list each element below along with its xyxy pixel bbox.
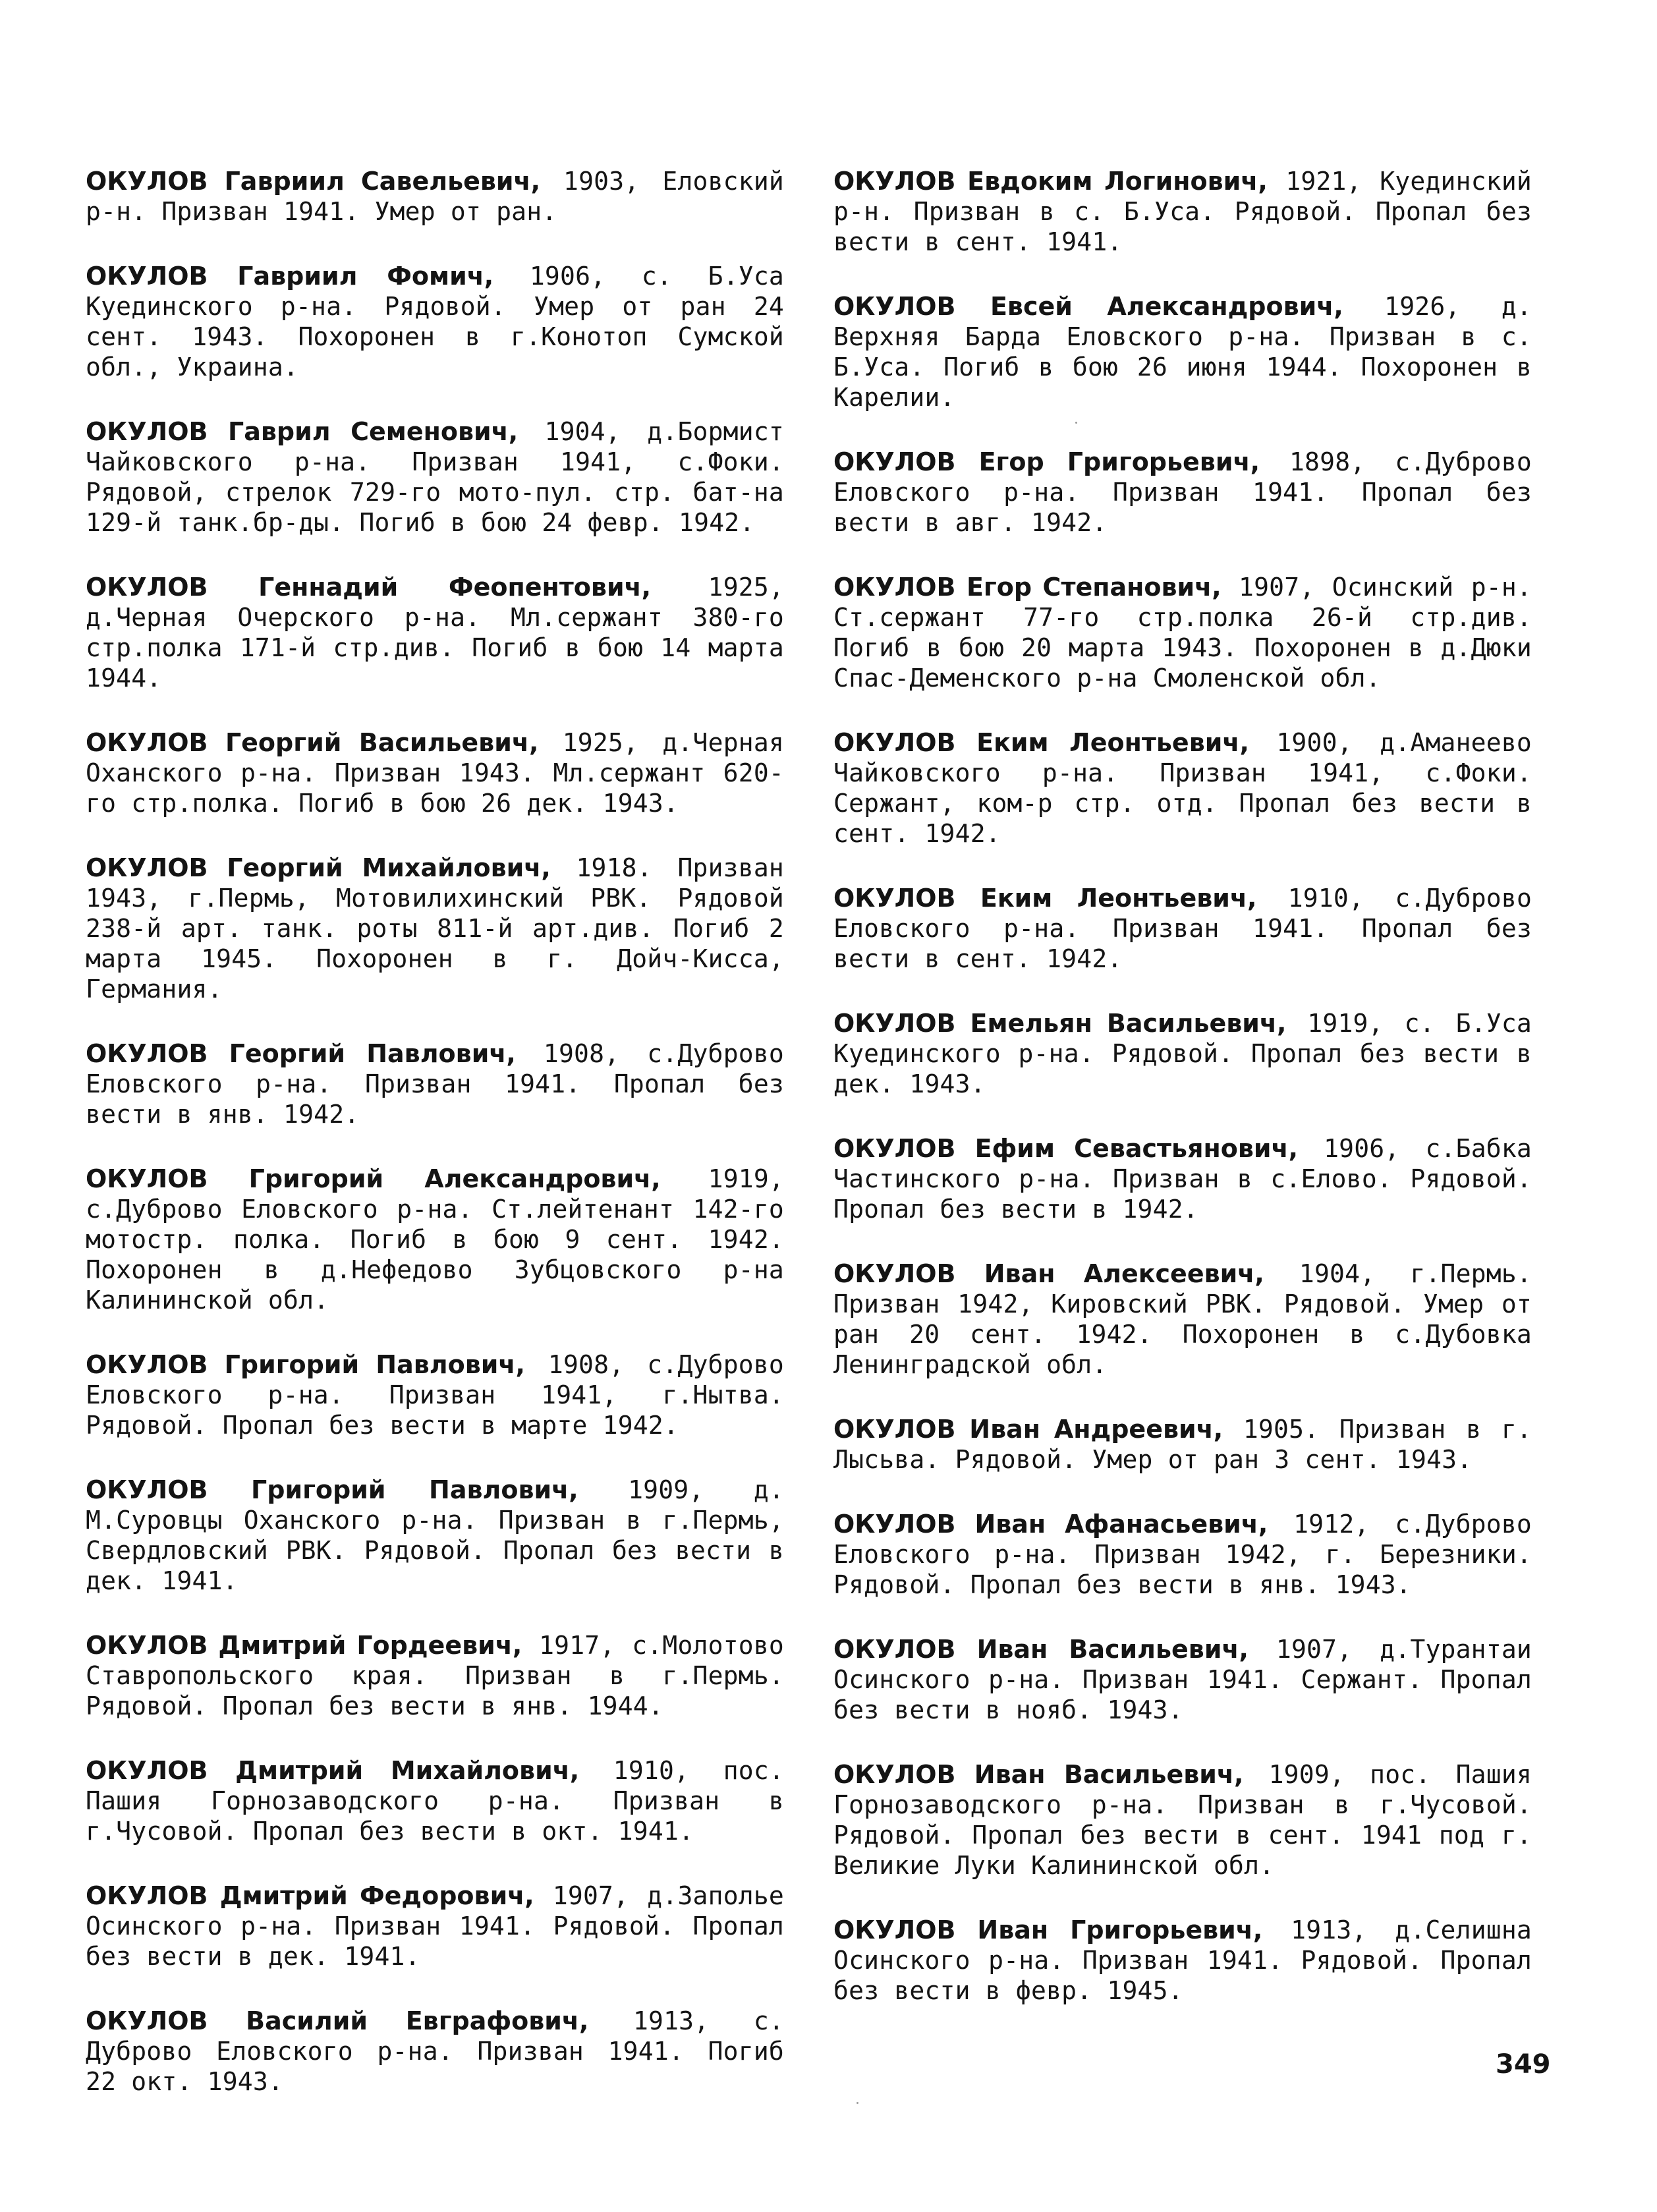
- person-name: ОКУЛОВ Иван Григорьевич,: [833, 1915, 1263, 1944]
- left-column: [86, 166, 784, 2131]
- entry-details: 1906, с.Бабка Частинского р-на. Призван в с.Елово. Рядовой. Пропал без вести в 1942.: [833, 1134, 1532, 1224]
- entry-details: 1904, д.Бормист Чайковского р-на. Призван 1941, с.Фоки. Рядовой, стрелок 729-го мото-пул. стр. бат-на 129-й танк.бр-ды. Погиб в бою 24 февр. 1942.: [86, 417, 784, 537]
- entry-details: 1907, д.Заполье Осинского р-на. Призван 1941. Рядовой. Пропал без вести в дек. 1941.: [86, 1881, 785, 1971]
- memorial-entry: [86, 1164, 784, 1315]
- entry-details: 1905. Призван в г. Лысьва. Рядовой. Умер от ран 3 сент. 1943.: [833, 1415, 1532, 1474]
- person-name: ОКУЛОВ Гаврил Семенович,: [86, 417, 519, 446]
- person-name: ОКУЛОВ Ефим Севастьянович,: [833, 1134, 1299, 1163]
- entry-details: 1909, пос. Пашия Горнозаводского р-на. Призван в г.Чусовой. Рядовой. Пропал без вести в сент. 1941 под г. Великие Луки Калининской обл.: [833, 1760, 1532, 1880]
- person-name: ОКУЛОВ Иван Афанасьевич,: [833, 1510, 1268, 1539]
- right-column: [833, 166, 1532, 2040]
- entry-details: 1918. Призван 1943, г.Пермь, Мотовилихинский РВК. Рядовой 238-й арт. танк. роты 811-й арт.див. Погиб 2 марта 1945. Похоронен в г. Дойч-Кисса, Германия.: [86, 853, 784, 1004]
- person-name: ОКУЛОВ Дмитрий Гордеевич,: [86, 1631, 522, 1660]
- memorial-entry: [833, 727, 1532, 849]
- memorial-entry: [86, 853, 784, 1004]
- person-name: ОКУЛОВ Иван Алексеевич,: [833, 1259, 1264, 1288]
- entry-details: 1913, д.Селишна Осинского р-на. Призван 1941. Рядовой. Пропал без вести в февр. 1945.: [833, 1915, 1532, 2005]
- entry-details: 1907, д.Турантаи Осинского р-на. Призван 1941. Сержант. Пропал без вести в нояб. 1943.: [833, 1635, 1532, 1724]
- person-name: ОКУЛОВ Дмитрий Федорович,: [86, 1881, 534, 1910]
- entry-details: 1925, д.Черная Оханского р-на. Призван 1943. Мл.сержант 620-го стр.полка. Погиб в бою 26 дек. 1943.: [86, 728, 785, 818]
- person-name: ОКУЛОВ Гавриил Савельевич,: [86, 167, 541, 196]
- person-name: ОКУЛОВ Егор Григорьевич,: [833, 447, 1260, 476]
- person-name: ОКУЛОВ Дмитрий Михайлович,: [86, 1756, 580, 1785]
- entry-details: 1900, д.Аманеево Чайковского р-на. Призван 1941, с.Фоки. Сержант, ком-р стр. отд. Пропал без вести в сент. 1942.: [833, 728, 1532, 848]
- memorial-entry: [86, 166, 784, 227]
- entry-details: 1904, г.Пермь. Призван 1942, Кировский РВК. Рядовой. Умер от ран 20 сент. 1942. Похоронен в с.Дубовка Ленинградской обл.: [833, 1259, 1532, 1379]
- person-name: ОКУЛОВ Емельян Васильевич,: [833, 1009, 1287, 1038]
- memorial-entry: [833, 291, 1532, 412]
- entry-details: 1909, д. М.Суровцы Оханского р-на. Призван в г.Пермь, Свердловский РВК. Рядовой. Пропал без вести в дек. 1941.: [86, 1475, 785, 1595]
- scan-speck: [1075, 422, 1077, 424]
- entry-details: 1910, с.Дуброво Еловского р-на. Призван 1941. Пропал без вести в сент. 1942.: [833, 884, 1532, 973]
- person-name: ОКУЛОВ Иван Васильевич,: [833, 1760, 1244, 1789]
- person-name: ОКУЛОВ Георгий Михайлович,: [86, 853, 551, 882]
- entry-details: 1910, пос. Пашия Горнозаводского р-на. Призван в г.Чусовой. Пропал без вести в окт. 1941.: [86, 1756, 785, 1846]
- person-name: ОКУЛОВ Еким Леонтьевич,: [833, 728, 1249, 757]
- entry-details: 1919, с. Б.Уса Куединского р-на. Рядовой. Пропал без вести в дек. 1943.: [833, 1009, 1532, 1098]
- person-name: ОКУЛОВ Григорий Павлович,: [86, 1350, 525, 1379]
- entry-details: 1898, с.Дуброво Еловского р-на. Призван 1941. Пропал без вести в авг. 1942.: [833, 447, 1532, 537]
- person-name: ОКУЛОВ Еким Леонтьевич,: [833, 884, 1257, 913]
- entry-details: 1906, с. Б.Уса Куединского р-на. Рядовой. Умер от ран 24 сент. 1943. Похоронен в г.Конотоп Сумской обл., Украина.: [86, 262, 785, 382]
- entry-details: 1913, с. Дуброво Еловского р-на. Призван 1941. Погиб 22 окт. 1943.: [86, 2006, 785, 2096]
- memorial-entry: [833, 1414, 1532, 1475]
- person-name: ОКУЛОВ Григорий Александрович,: [86, 1164, 661, 1193]
- memorial-entry: [86, 261, 784, 382]
- person-name: ОКУЛОВ Геннадий Феопентович,: [86, 573, 652, 602]
- person-name: ОКУЛОВ Егор Степанович,: [833, 573, 1222, 602]
- memorial-entry: [833, 883, 1532, 974]
- memorial-entry: [833, 166, 1532, 257]
- person-name: ОКУЛОВ Иван Васильевич,: [833, 1635, 1249, 1664]
- memorial-entry: [86, 1038, 784, 1129]
- memorial-entry: [833, 447, 1532, 538]
- page-number: 349: [1496, 2049, 1551, 2080]
- entry-details: 1908, с.Дуброво Еловского р-на. Призван 1941. Пропал без вести в янв. 1942.: [86, 1039, 785, 1129]
- person-name: ОКУЛОВ Григорий Павлович,: [86, 1475, 578, 1504]
- entry-details: 1926, д. Верхняя Барда Еловского р-на. Призван в с. Б.Уса. Погиб в бою 26 июня 1944. Похоронен в Карелии.: [833, 292, 1532, 412]
- person-name: ОКУЛОВ Евдоким Логинович,: [833, 167, 1268, 196]
- memorial-entry: [86, 1630, 784, 1721]
- memorial-entry: [833, 1008, 1532, 1099]
- entry-details: 1912, с.Дуброво Еловского р-на. Призван 1942, г. Березники. Рядовой. Пропал без вести в янв. 1943.: [833, 1510, 1532, 1599]
- person-name: ОКУЛОВ Василий Евграфович,: [86, 2006, 589, 2035]
- memorial-entry: [833, 1759, 1532, 1881]
- memorial-entry: [833, 572, 1532, 693]
- entry-details: 1919, с.Дуброво Еловского р-на. Ст.лейтенант 142-го мотостр. полка. Погиб в бою 9 сент. 1942. Похоронен в д.Нефедово Зубцовского р-на Калининской обл.: [86, 1164, 785, 1315]
- memorial-entry: [86, 572, 784, 693]
- memorial-entry: [833, 1133, 1532, 1224]
- person-name: ОКУЛОВ Гавриил Фомич,: [86, 262, 494, 291]
- entry-details: 1907, Осинский р-н. Ст.сержант 77-го стр.полка 26-й стр.див. Погиб в бою 20 марта 1943. Похоронен в д.Дюки Спас-Деменского р-на Смоленской обл.: [833, 573, 1532, 693]
- entry-details: 1908, с.Дуброво Еловского р-на. Призван 1941, г.Нытва. Рядовой. Пропал без вести в марте 1942.: [86, 1350, 785, 1440]
- person-name: ОКУЛОВ Иван Андреевич,: [833, 1415, 1223, 1444]
- memorial-entry: [833, 1634, 1532, 1725]
- scan-speck: [857, 2102, 858, 2104]
- memorial-entry: [86, 1475, 784, 1596]
- person-name: ОКУЛОВ Георгий Павлович,: [86, 1039, 516, 1068]
- person-name: ОКУЛОВ Георгий Васильевич,: [86, 728, 539, 757]
- memorial-entry: [86, 1349, 784, 1440]
- memorial-entry: [86, 727, 784, 818]
- entry-details: 1917, с.Молотово Ставропольского края. Призван в г.Пермь. Рядовой. Пропал без вести в янв. 1944.: [86, 1631, 784, 1720]
- entry-details: 1903, Еловский р-н. Призван 1941. Умер от ран.: [86, 167, 784, 226]
- memorial-entry: [86, 2006, 784, 2097]
- memorial-entry: [833, 1509, 1532, 1600]
- memorial-entry: [833, 1259, 1532, 1380]
- memorial-entry: [833, 1915, 1532, 2006]
- person-name: ОКУЛОВ Евсей Александрович,: [833, 292, 1343, 321]
- memorial-entry: [86, 416, 784, 538]
- entry-details: 1925, д.Черная Очерского р-на. Мл.сержант 380-го стр.полка 171-й стр.див. Погиб в бою 14 марта 1944.: [86, 573, 785, 693]
- entry-details: 1921, Куединский р-н. Призван в с. Б.Уса. Рядовой. Пропал без вести в сент. 1941.: [833, 167, 1532, 256]
- memorial-entry: [86, 1881, 784, 1971]
- memorial-entry: [86, 1755, 784, 1846]
